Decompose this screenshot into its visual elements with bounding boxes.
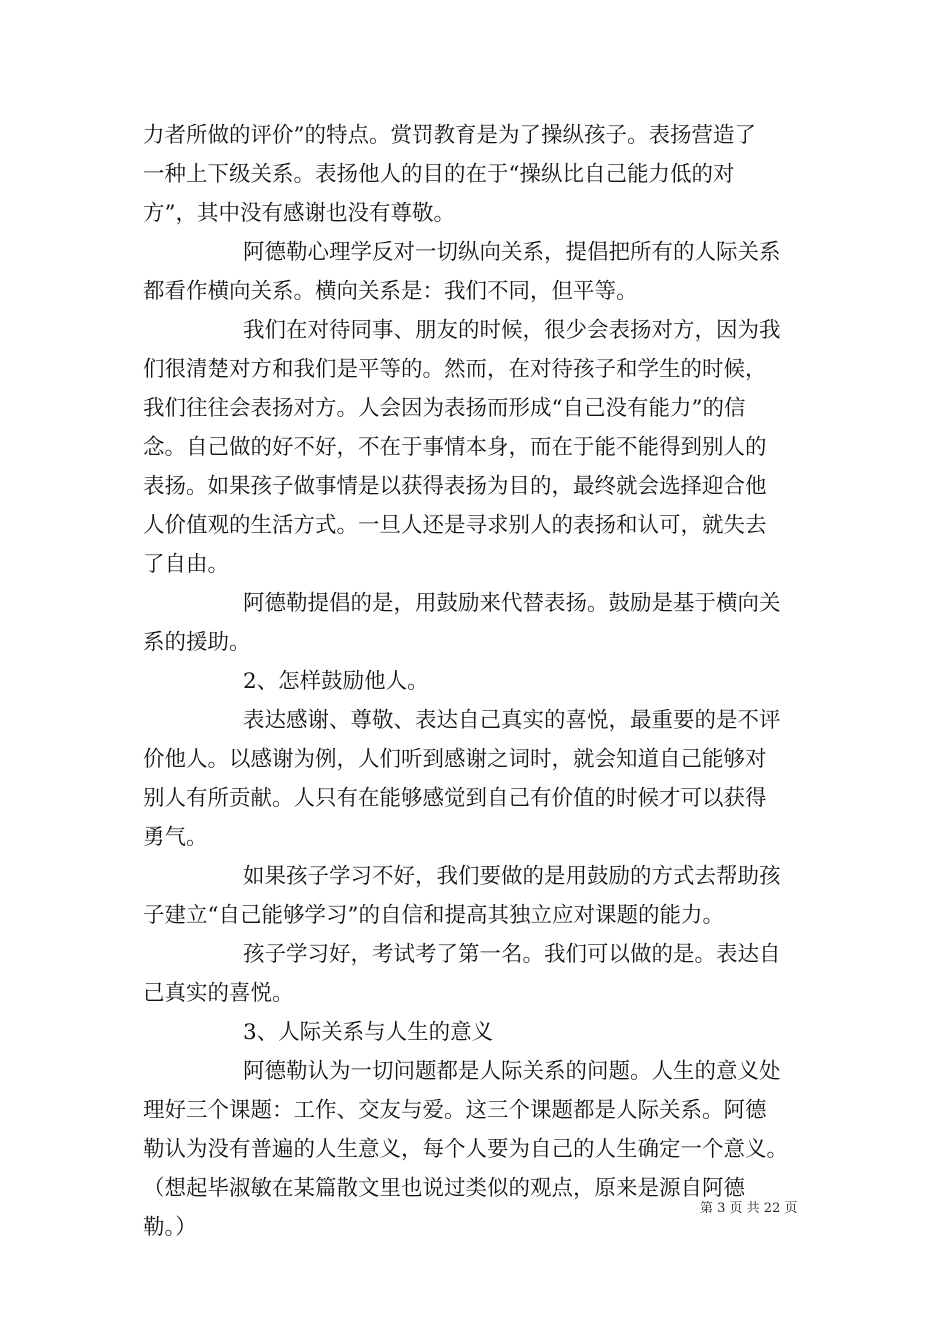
text-line: 了自由。 bbox=[143, 552, 230, 577]
section-heading: 2、怎样鼓励他人。 bbox=[243, 669, 429, 694]
paragraph-start-line: 阿德勒心理学反对一切纵向关系，提倡把所有的人际关系 bbox=[243, 240, 781, 265]
text-line: 表扬。如果孩子做事情是以获得表扬为目的，最终就会选择迎合他 bbox=[143, 474, 767, 499]
paragraph-start-line: 表达感谢、尊敬、表达自己真实的喜悦，最重要的是不评 bbox=[243, 708, 781, 733]
page-number-footer: 第 3 页 共 22 页 bbox=[700, 1201, 798, 1216]
paragraph-start-line: 我们在对待同事、朋友的时候，很少会表扬对方，因为我 bbox=[243, 318, 781, 343]
text-line: 价他人。以感谢为例，人们听到感谢之词时，就会知道自己能够对 bbox=[143, 747, 767, 772]
text-line: 勇气。 bbox=[143, 825, 208, 850]
text-line: 人价值观的生活方式。一旦人还是寻求别人的表扬和认可，就失去 bbox=[143, 513, 767, 538]
text-line: 理好三个课题：工作、交友与爱。这三个课题都是人际关系。阿德 bbox=[143, 1098, 767, 1123]
paragraph-start-line: 孩子学习好，考试考了第一名。我们可以做的是。表达自 bbox=[243, 942, 781, 967]
document-body bbox=[143, 116, 819, 1247]
text-line: 一种上下级关系。表扬他人的目的在于“操纵比自己能力低的对 bbox=[143, 162, 735, 187]
text-line: 方”，其中没有感谢也没有尊敬。 bbox=[143, 201, 455, 226]
text-line: （想起毕淑敏在某篇散文里也说过类似的观点，原来是源自阿德 bbox=[143, 1176, 746, 1201]
paragraph-start-line: 阿德勒提倡的是，用鼓励来代替表扬。鼓励是基于横向关 bbox=[243, 591, 781, 616]
text-line: 我们往往会表扬对方。人会因为表扬而形成“自己没有能力”的信 bbox=[143, 396, 746, 421]
text-line: 己真实的喜悦。 bbox=[143, 981, 294, 1006]
text-line: 系的援助。 bbox=[143, 630, 251, 655]
text-line: 都看作横向关系。横向关系是：我们不同，但平等。 bbox=[143, 279, 638, 304]
text-line: 力者所做的评价”的特点。赏罚教育是为了操纵孩子。表扬营造了 bbox=[143, 123, 756, 148]
text-line: 勒认为没有普遍的人生意义，每个人要为自己的人生确定一个意义。 bbox=[143, 1137, 789, 1162]
text-line: 们很清楚对方和我们是平等的。然而，在对待孩子和学生的时候， bbox=[143, 357, 767, 382]
paragraph-start-line: 如果孩子学习不好，我们要做的是用鼓励的方式去帮助孩 bbox=[243, 864, 781, 889]
text-line: 别人有所贡献。人只有在能够感觉到自己有价值的时候才可以获得 bbox=[143, 786, 767, 811]
text-line: 念。自己做的好不好，不在于事情本身，而在于能不能得到别人的 bbox=[143, 435, 767, 460]
text-line: 子建立“自己能够学习”的自信和提高其独立应对课题的能力。 bbox=[143, 903, 724, 928]
text-line: 勒。） bbox=[143, 1215, 197, 1240]
paragraph-start-line: 阿德勒认为一切问题都是人际关系的问题。人生的意义处 bbox=[243, 1059, 781, 1084]
section-heading: 3、人际关系与人生的意义 bbox=[243, 1020, 494, 1045]
